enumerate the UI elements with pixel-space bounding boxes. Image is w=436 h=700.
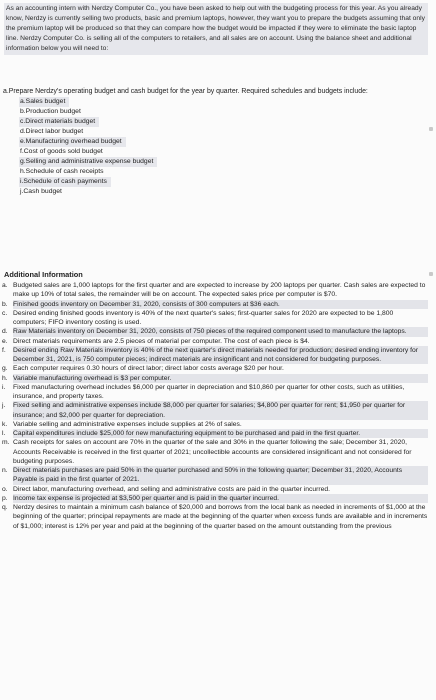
additional-info-title: Additional Information — [4, 270, 83, 279]
info-item: q. Nerdzy desires to maintain a minimum cash balance of $20,000 and borrows from the local bank as needed in increments of $1,000 at the beginning of the quarter; principal repayments are made at the beginning of the quarter when excess funds are available and in increments of $1,000; interest is 12% per year and paid at the beginning of the quarter based on the amount outstanding from the previous — [2, 504, 428, 530]
info-item: j. Fixed selling and administrative expenses include $8,000 per quarter for salaries; $4,800 per quarter for rent; $1,950 per quarter for insurance; and $2,000 per quarter for depreciation. — [2, 401, 428, 420]
info-item: m. Cash receipts for sales on account are 70% in the quarter of the sale and 30% in the quarter following the sale; December 31, 2020, Accounts Receivable is received in the first quarter of 2021; uncollectible accounts are considered insignificant and not considered for budgeting purposes. — [2, 439, 412, 465]
budget-item: a.Sales budget — [19, 97, 428, 107]
info-item: n. Direct materials purchases are paid 50% in the quarter purchased and 50% in the following quarter; December 31, 2020, Accounts Payable is paid in the first quarter of 2021. — [2, 466, 428, 485]
additional-info-list — [2, 281, 428, 531]
info-item: l. Capital expenditures include $25,000 for new manufacturing equipment to be purchased and paid in the first quarter. — [2, 429, 428, 438]
budget-item: e.Manufacturing overhead budget — [19, 137, 428, 147]
additional-info-section — [0, 270, 436, 700]
info-item: p. Income tax expense is projected at $3,500 per quarter and is paid in the quarter incurred. — [2, 494, 428, 503]
budget-item: d.Direct labor budget — [20, 128, 84, 136]
requirements-prompt: a.Prepare Nerdzy's operating budget and cash budget for the year by quarter. Required schedules and budgets include: — [3, 88, 368, 95]
scroll-indicator[interactable] — [429, 272, 433, 276]
budget-item: j.Cash budget — [20, 188, 62, 196]
budget-item: c.Direct materials budget — [19, 117, 428, 127]
budget-item: h.Schedule of cash receipts — [20, 168, 104, 176]
info-item: e. Direct materials requirements are 2.5 pieces of material per computer. The cost of each piece is $4. — [2, 337, 310, 345]
info-item: c. Desired ending finished goods inventory is 40% of the next quarter's sales; first-quarter sales for 2020 are expected to be 1,800 computers; FIFO inventory costing is used. — [2, 309, 394, 326]
budget-item: g.Selling and administrative expense budget — [19, 157, 428, 167]
intro-paragraph: As an accounting intern with Nerdzy Computer Co., you have been asked to help out with the budgeting process for this year. As you already know, Nerdzy is currently selling two products, basic and premium laptops, however, they want you to prepare the budgets assuming that only the premium laptop will be produced so that they can compare how the budget would be impacted if they were to eliminate the basic laptop line. Nerdzy Computer Co. is selling all of the computers to retailers, and all sales are on account. Using the balance sheet and additional information below you will need to: — [4, 3, 428, 55]
info-item: g. Each computer requires 0.30 hours of direct labor; direct labor costs average $20 per hour. — [2, 365, 284, 373]
budget-item: b.Production budget — [20, 108, 81, 116]
requirements-section — [0, 85, 436, 263]
info-item: d. Raw Materials inventory on December 31, 2020, consists of 750 pieces of the required component used to manufacture the laptops. — [2, 327, 428, 336]
info-item: k. Variable selling and administrative expenses include supplies at 2% of sales. — [2, 420, 242, 428]
budget-list — [3, 97, 428, 197]
budget-item: f.Cost of goods sold budget — [20, 148, 103, 156]
info-item: i. Fixed manufacturing overhead includes $6,000 per quarter in depreciation and $10,860 per quarter for other costs, such as utilities, insurance, and property taxes. — [2, 383, 405, 400]
budget-item: i.Schedule of cash payments — [19, 177, 428, 187]
info-item: o. Direct labor, manufacturing overhead, and selling and administrative costs are paid in the quarter incurred. — [2, 485, 331, 493]
info-item: a. Budgeted sales are 1,000 laptops for the first quarter and are expected to increase by 200 laptops per quarter. Cash sales are expected to make up 10% of total sales, the remainder will be on account. The expected sales price per computer is $70. — [2, 282, 426, 299]
info-item: f. Desired ending Raw Materials inventory is 40% of the next quarter's direct materials needed for production; desired ending inventory for December 31, 2021, is 750 computer pieces; indirect materials are insignificant and not considered for budgeting purposes. — [2, 346, 428, 365]
info-item: h. Variable manufacturing overhead is $3 per computer. — [2, 374, 428, 383]
info-item: b. Finished goods inventory on December 31, 2020, consists of 300 computers at $36 each. — [2, 300, 428, 309]
scroll-indicator[interactable] — [429, 127, 433, 131]
